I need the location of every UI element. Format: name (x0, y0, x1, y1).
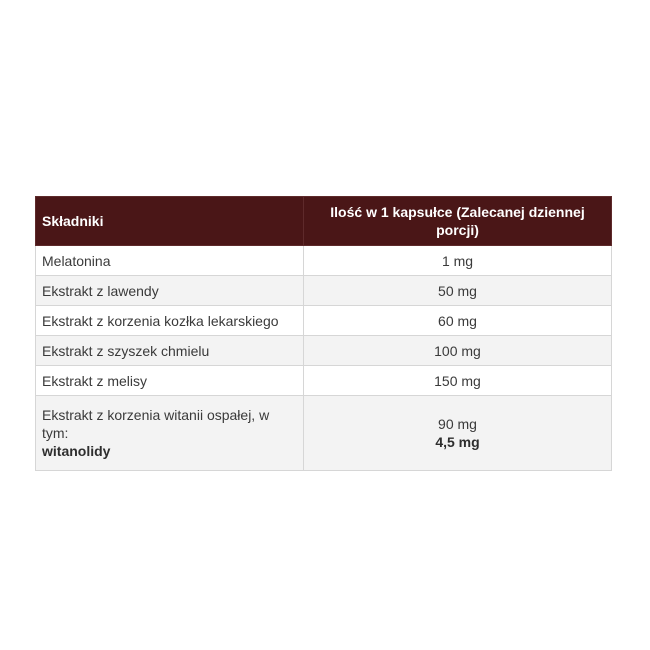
sub-ingredient-amount: 4,5 mg (435, 434, 480, 450)
table-row (36, 366, 612, 396)
header-amount: Ilość w 1 kapsułce (Zalecanej dziennej porcji) (304, 197, 612, 246)
table-row (36, 336, 612, 366)
ingredient-name: Ekstrakt z korzenia witanii ospałej, w tym: (42, 407, 270, 441)
header-ingredient: Składniki (36, 197, 304, 246)
ingredient-name-cell (36, 396, 304, 471)
ingredient-amount: 90 mg (438, 416, 477, 432)
sub-ingredient-name: witanolidy (42, 443, 111, 459)
ingredient-amount: 1 mg (304, 246, 612, 276)
ingredient-name: Ekstrakt z melisy (36, 366, 304, 396)
table-row (36, 396, 612, 471)
table-row (36, 276, 612, 306)
table-row (36, 246, 612, 276)
ingredient-amount: 60 mg (304, 306, 612, 336)
ingredients-table (35, 196, 612, 471)
ingredient-amount: 50 mg (304, 276, 612, 306)
table-row (36, 306, 612, 336)
ingredient-amount: 100 mg (304, 336, 612, 366)
ingredient-name: Ekstrakt z lawendy (36, 276, 304, 306)
ingredient-name: Ekstrakt z korzenia kozłka lekarskiego (36, 306, 304, 336)
ingredient-amount: 150 mg (304, 366, 612, 396)
ingredients-table-container (35, 196, 611, 471)
ingredient-name: Melatonina (36, 246, 304, 276)
ingredient-amount-cell (304, 396, 612, 471)
ingredient-name: Ekstrakt z szyszek chmielu (36, 336, 304, 366)
table-header-row (36, 197, 612, 246)
